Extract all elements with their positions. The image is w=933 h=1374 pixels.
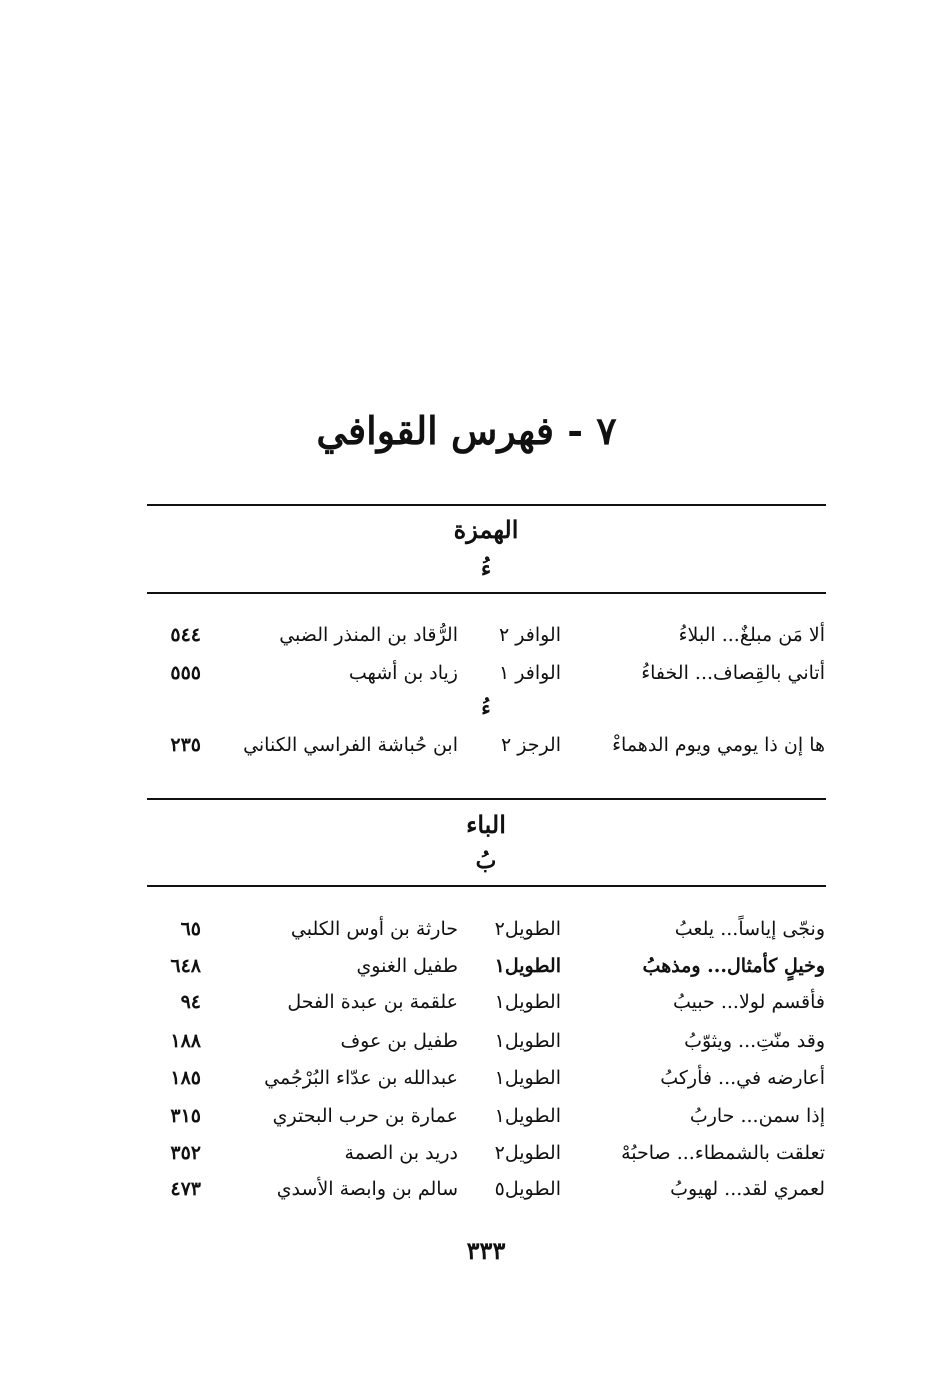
- poet-name: عمارة بن حرب البحتري: [272, 1105, 458, 1127]
- page-number: ٥٤٤: [170, 624, 201, 646]
- meter-label: الطويل٥: [494, 1178, 561, 1200]
- meter-label: الطويل١: [494, 991, 561, 1013]
- poet-name: الرُّقاد بن المنذر الضبي: [279, 624, 458, 646]
- meter-label: الطويل١: [494, 1067, 561, 1089]
- section-top-rule: [147, 798, 826, 800]
- verse-text: وقد منّتِ... ويثوّبُ: [684, 1030, 825, 1052]
- section-heading: الهمزة: [453, 515, 519, 544]
- rhyme-entry: [0, 734, 933, 764]
- rhyme-entry: [0, 991, 933, 1021]
- rhyme-letter: ءُ: [481, 696, 491, 720]
- meter-label: الطويل١: [494, 1030, 561, 1052]
- page-number: ٦٤٨: [170, 955, 201, 977]
- page-number: ٥٥٥: [170, 662, 201, 684]
- rhyme-entry: [0, 1105, 933, 1135]
- section-heading: الباء: [466, 810, 506, 839]
- rhyme-entry: [0, 1030, 933, 1060]
- section-top-rule: [147, 504, 826, 506]
- rhyme-entry: [0, 1142, 933, 1172]
- verse-text: إذا سمن... حاربُ: [689, 1105, 825, 1127]
- page-number: ١٨٥: [170, 1067, 201, 1089]
- rhyme-entry: [0, 662, 933, 692]
- page-title: ٧ - فهرس القوافي: [316, 408, 617, 453]
- rhyme-letter: ءُ: [480, 556, 492, 582]
- meter-label: الوافر ٢: [499, 624, 561, 646]
- section-bottom-rule: [147, 592, 826, 594]
- meter-label: الوافر ١: [499, 662, 561, 684]
- meter-label: الطويل٢: [494, 918, 561, 940]
- poet-name: عبدالله بن عدّاء البُرْجُمي: [264, 1067, 458, 1089]
- poet-name: علقمة بن عبدة الفحل: [287, 991, 458, 1013]
- verse-text: تعلقت بالشمطاء... صاحبُهْ: [621, 1142, 825, 1164]
- verse-text: ها إن ذا يومي ويوم الدهماءْ: [612, 734, 825, 756]
- meter-label: الطويل١: [494, 955, 561, 977]
- rhyme-entry: [0, 624, 933, 654]
- meter-label: الطويل٢: [494, 1142, 561, 1164]
- verse-text: لعمري لقد... لهيوبُ: [670, 1178, 825, 1200]
- meter-label: الرجز ٢: [500, 734, 561, 756]
- rhyme-entry: [0, 955, 933, 985]
- page-number: ٤٧٣: [170, 1178, 201, 1200]
- page-number: ٢٣٥: [170, 734, 201, 756]
- poet-name: طفيل الغنوي: [356, 955, 458, 977]
- poet-name: زياد بن أشهب: [348, 662, 458, 684]
- page-number: ٣٥٢: [170, 1142, 201, 1164]
- rhyme-entry: [0, 1178, 933, 1208]
- verse-text: ونجّى إياساً... يلعبُ: [674, 918, 825, 940]
- verse-text: أتاني بالقِصاف... الخفاءُ: [641, 662, 825, 684]
- verse-text: فأقسم لولا... حبيبُ: [672, 991, 825, 1013]
- page-number: ١٨٨: [170, 1030, 201, 1052]
- poet-name: سالم بن وابصة الأسدي: [276, 1178, 458, 1200]
- verse-text: ألا مَن مبلغٌ... البلاءُ: [678, 624, 825, 646]
- poet-name: حارثة بن أوس الكلبي: [290, 918, 458, 940]
- page-number: ٩٤: [180, 991, 201, 1013]
- poet-name: ابن حُباشة الفراسي الكناني: [243, 734, 458, 756]
- rhyme-entry: [0, 1067, 933, 1097]
- page-number: ٣١٥: [170, 1105, 201, 1127]
- folio-page-number: ٣٣٣: [466, 1236, 506, 1265]
- verse-text: وخيلٍ كأمثال... ومذهبُ: [642, 955, 825, 977]
- poet-name: طفيل بن عوف: [340, 1030, 458, 1052]
- meter-label: الطويل١: [494, 1105, 561, 1127]
- page-number: ٦٥: [180, 918, 201, 940]
- section-bottom-rule: [147, 885, 826, 887]
- verse-text: أعارضه في... فأركبُ: [660, 1067, 825, 1089]
- rhyme-letter: بُ: [475, 848, 497, 874]
- rhyme-entry: [0, 918, 933, 948]
- poet-name: دريد بن الصمة: [344, 1142, 458, 1164]
